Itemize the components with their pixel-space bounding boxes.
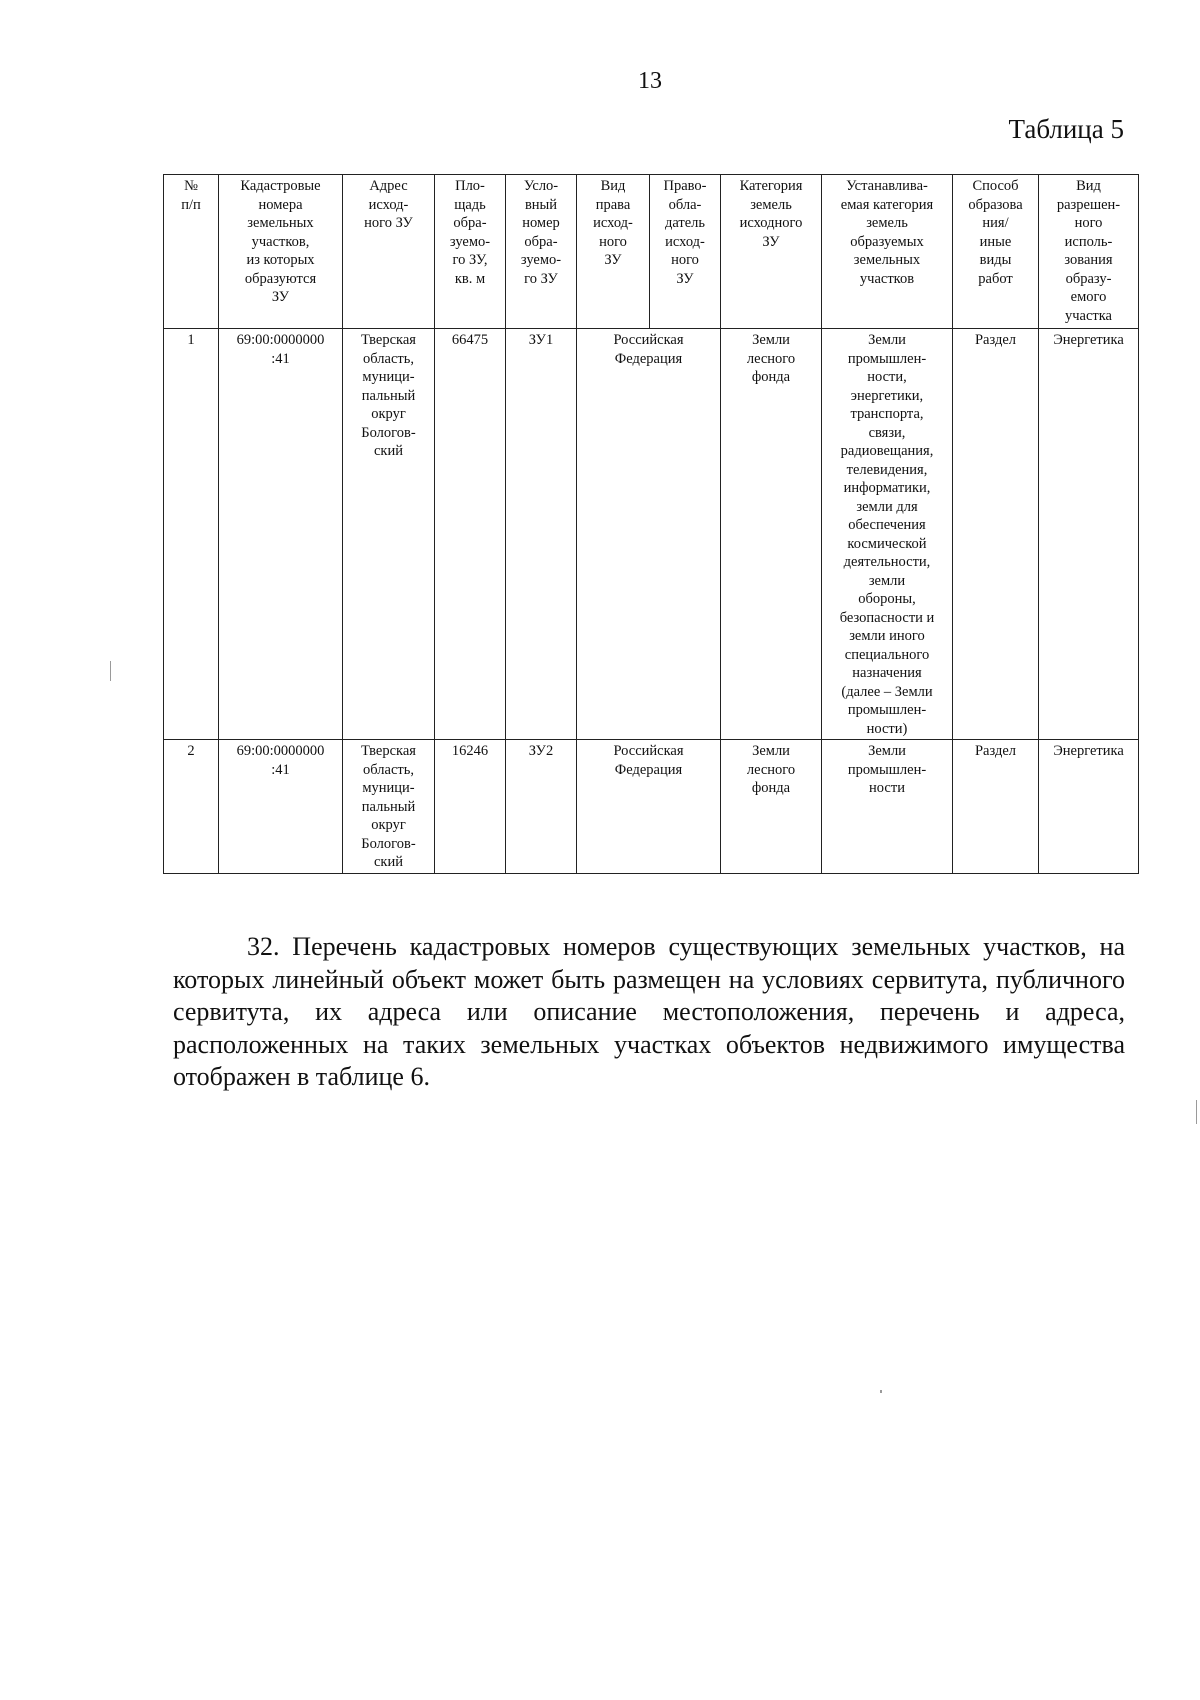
cell-number: 1 — [164, 329, 219, 740]
cell-cadastral-number: 69:00:0000000 :41 — [219, 329, 343, 740]
header-cell-area: Пло- щадь обра- зуемо- го ЗУ, кв. м — [435, 175, 506, 329]
header-cell-conditional-number: Усло- вный номер обра- зуемо- го ЗУ — [506, 175, 577, 329]
cell-cadastral-number: 69:00:0000000 :41 — [219, 740, 343, 874]
table-header-row — [164, 175, 1139, 329]
header-cell-source-category: Категория земель исходного ЗУ — [721, 175, 822, 329]
cell-new-category: Земли промышлен- ности, энергетики, транспорта, связи, радиовещания, телевидения, информатики, земли для обеспечения космической деятельности, земли обороны, безопасности и земли иного специального назначения (далее – Земли промышлен- ности) — [822, 329, 953, 740]
cell-address: Тверская область, муници- пальный округ Бологов- ский — [343, 740, 435, 874]
cell-permitted-use: Энергетика — [1039, 329, 1139, 740]
cell-permitted-use: Энергетика — [1039, 740, 1139, 874]
cell-formation-method: Раздел — [953, 740, 1039, 874]
scan-mark — [880, 1390, 882, 1393]
header-cell-permitted-use: Вид разрешен- ного исполь- зования образу- емого участка — [1039, 175, 1139, 329]
cell-area: 66475 — [435, 329, 506, 740]
header-cell-right-holder: Право- обла- датель исход- ного ЗУ — [650, 175, 721, 329]
land-plots-table — [163, 174, 1139, 874]
header-cell-right-type: Вид права исход- ного ЗУ — [577, 175, 650, 329]
table-row — [164, 329, 1139, 740]
cell-formation-method: Раздел — [953, 329, 1039, 740]
header-cell-address: Адрес исход- ного ЗУ — [343, 175, 435, 329]
scan-mark — [110, 661, 111, 681]
cell-right-holder: Российская Федерация — [577, 740, 721, 874]
cell-address: Тверская область, муници- пальный округ Бологов- ский — [343, 329, 435, 740]
cell-source-category: Земли лесного фонда — [721, 740, 822, 874]
page-number: 13 — [638, 68, 662, 94]
header-cell-cadastral-numbers: Кадастровые номера земельных участков, из которых образуются ЗУ — [219, 175, 343, 329]
cell-area: 16246 — [435, 740, 506, 874]
table-row — [164, 740, 1139, 874]
cell-number: 2 — [164, 740, 219, 874]
cell-new-category: Земли промышлен- ности — [822, 740, 953, 874]
cell-right-holder: Российская Федерация — [577, 329, 721, 740]
table-caption: Таблица 5 — [1008, 114, 1124, 144]
header-cell-number: № п/п — [164, 175, 219, 329]
cell-conditional-number: ЗУ2 — [506, 740, 577, 874]
scan-mark — [1196, 1100, 1197, 1124]
cell-source-category: Земли лесного фонда — [721, 329, 822, 740]
body-paragraph: 32. Перечень кадастровых номеров существующих земельных участков, на которых линейный объект может быть размещен на условиях сервитута, публичного сервитута, их адреса или описание местоположения, перечень и адреса, расположенных на таких земельных участках объектов недвижимого имущества отображен в таблице 6. — [173, 932, 1125, 1091]
header-cell-formation-method: Способ образова ния/ иные виды работ — [953, 175, 1039, 329]
cell-conditional-number: ЗУ1 — [506, 329, 577, 740]
header-cell-new-category: Устанавлива- емая категория земель образуемых земельных участков — [822, 175, 953, 329]
